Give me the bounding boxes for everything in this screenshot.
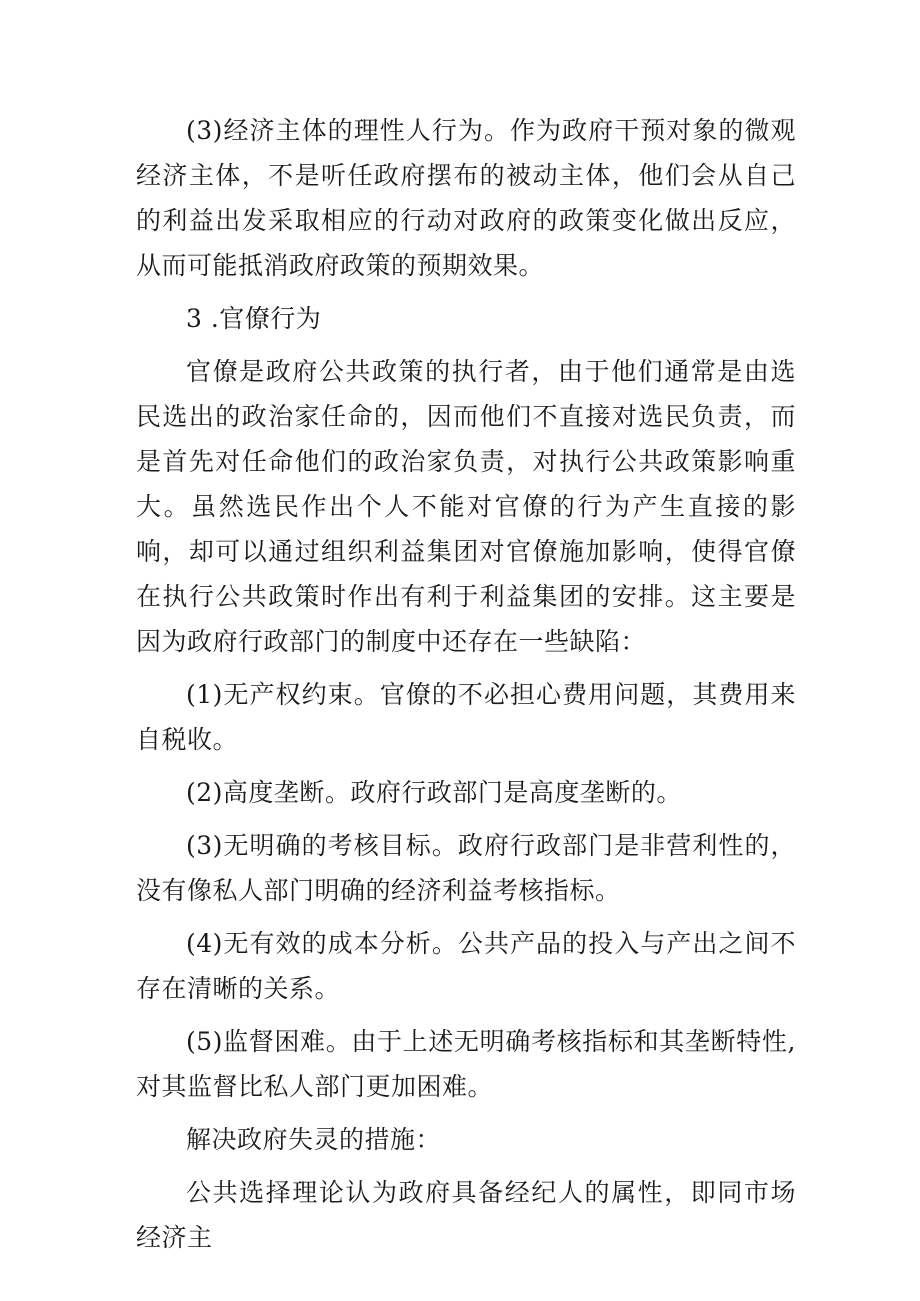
section-heading-solutions: 解决政府失灵的措施： xyxy=(186,1125,442,1154)
list-item-no-cost-analysis: (4)无有效的成本分析。公共产品的投入与产出之间不存在清晰的关系。 xyxy=(136,929,796,1003)
list-item-supervision-difficulty: (5)监督困难。由于上述无明确考核指标和其垄断特性,对其监督比私人部门更加困难。 xyxy=(136,1027,796,1101)
list-item-no-property-constraint: (1)无产权约束。官僚的不必担心费用问题，其费用来自税收。 xyxy=(136,680,796,754)
document-body xyxy=(136,108,796,1268)
paragraph-rational-behavior: (3)经济主体的理性人行为。作为政府干预对象的微观经济主体，不是听任政府摆布的被动主体，他们会从自己的利益出发采取相应的行动对政府的政策变化做出反应，从而可能抵消政府政策的预期效果。 xyxy=(136,116,796,280)
list-item-no-clear-target: (3)无明确的考核目标。政府行政部门是非营利性的，没有像私人部门明确的经济利益考核指标。 xyxy=(136,831,796,905)
list-item-high-monopoly: (2)高度垄断。政府行政部门是高度垄断的。 xyxy=(186,778,682,807)
section-heading-bureaucrat-behavior: 3 .官僚行为 xyxy=(186,304,322,333)
paragraph-bureaucrat-intro: 官僚是政府公共政策的执行者，由于他们通常是由选民选出的政治家任命的，因而他们不直接对选民负责，而是首先对任命他们的政治家负责，对执行公共政策影响重大。虽然选民作出个人不能对官僚的行为产生直接的影响，却可以通过组织利益集团对官僚施加影响，使得官僚在执行公共政策时作出有利于利益集团的安排。这主要是因为政府行政部门的制度中还存在一些缺陷： xyxy=(136,357,796,656)
paragraph-public-choice: 公共选择理论认为政府具备经纪人的属性，即同市场经济主 xyxy=(136,1178,796,1252)
